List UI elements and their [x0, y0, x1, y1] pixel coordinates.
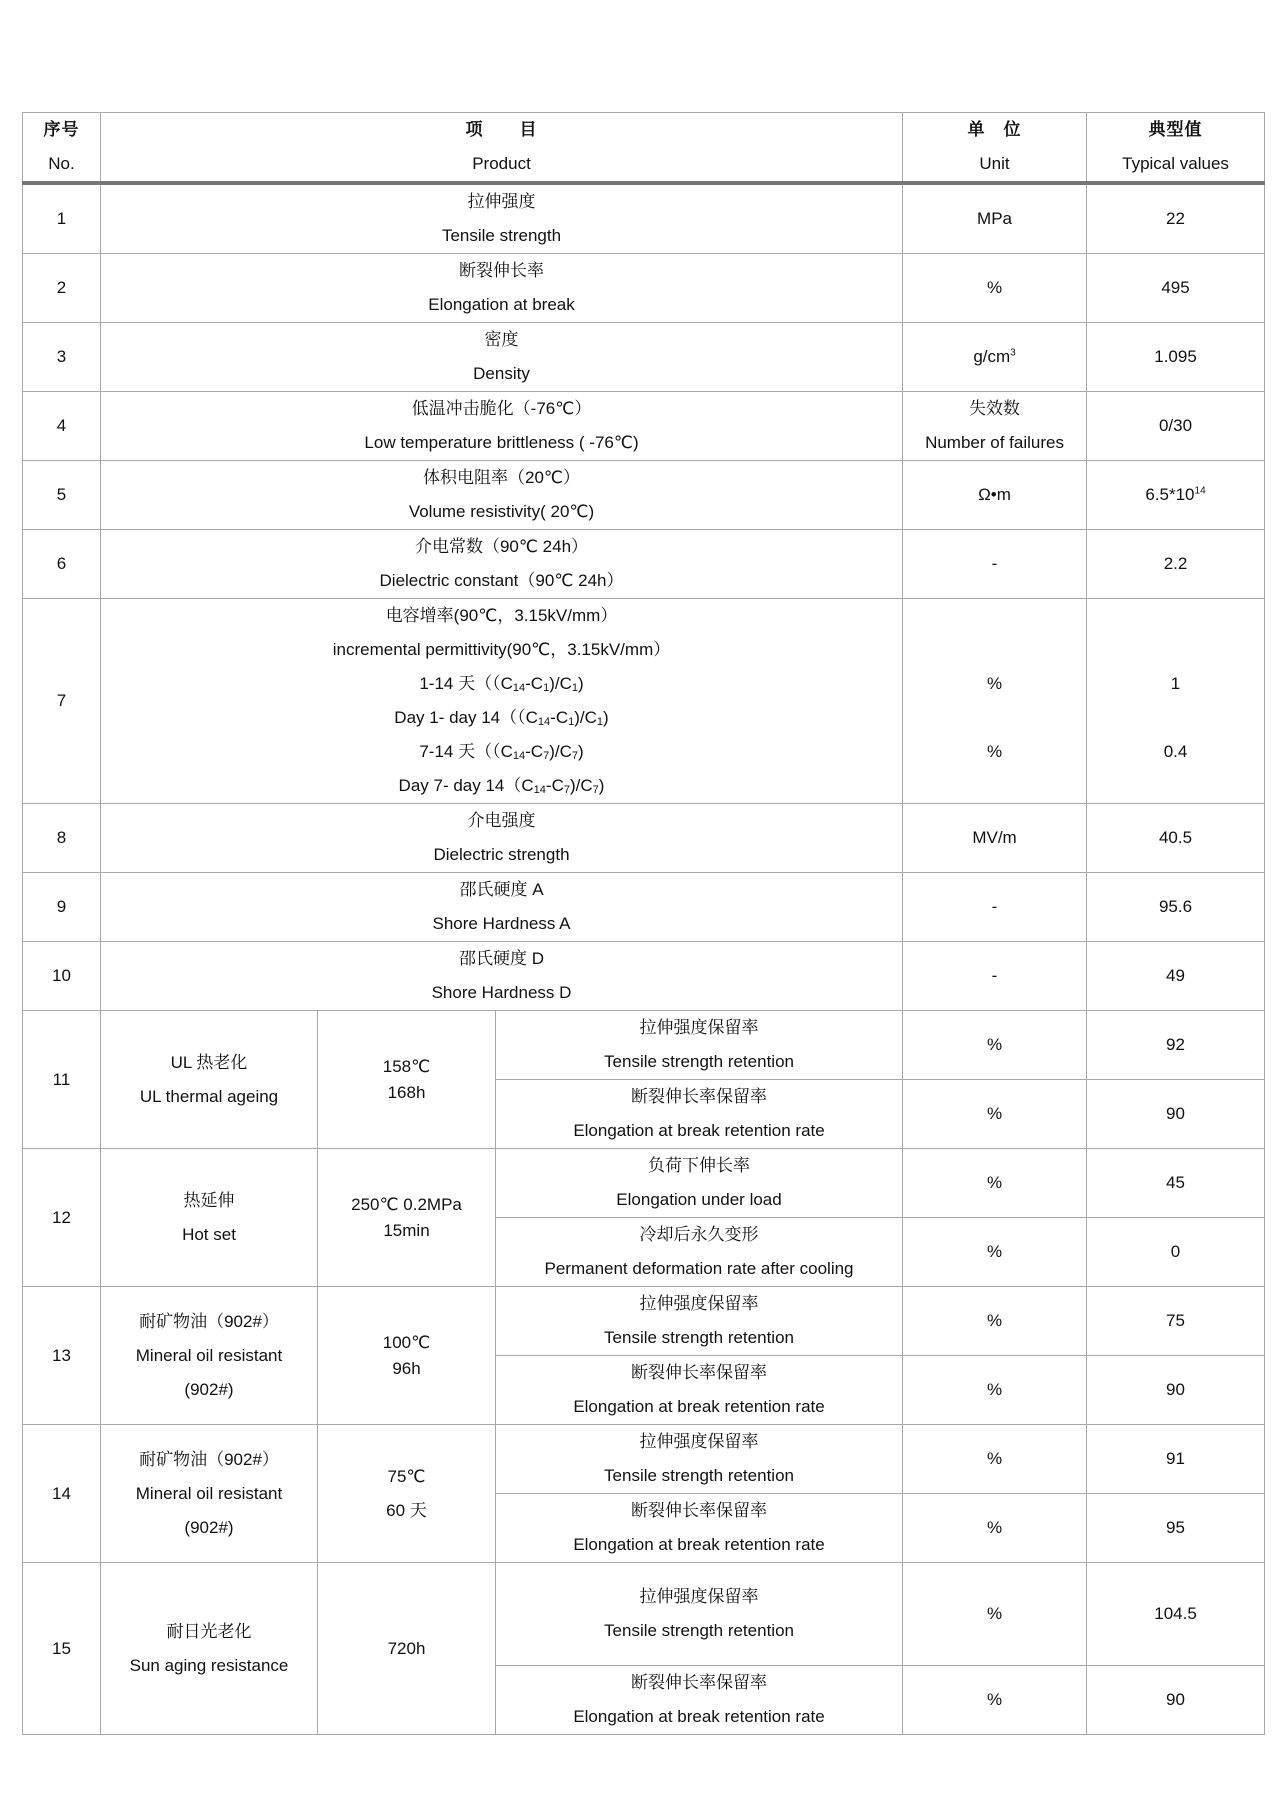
table-row [23, 1425, 1265, 1494]
row-no: 15 [23, 1563, 101, 1735]
table-row [23, 873, 1265, 942]
sub-item: 拉伸强度保留率 Tensile strength retention [496, 1425, 903, 1494]
table-row [23, 254, 1265, 323]
sub-item: 冷却后永久变形 Permanent deformation rate after cooling [496, 1218, 903, 1287]
row-value: 45 [1087, 1149, 1265, 1218]
row-unit: % [903, 1563, 1087, 1666]
row-no: 8 [23, 804, 101, 873]
row-value: 22 [1087, 183, 1265, 254]
row-value: 1.095 [1087, 323, 1265, 392]
sub-item: 拉伸强度保留率 Tensile strength retention [496, 1011, 903, 1080]
row-value: 1 0.4 [1087, 599, 1265, 804]
sub-item: 断裂伸长率保留率 Elongation at break retention rate [496, 1356, 903, 1425]
row-unit: 失效数 Number of failures [903, 392, 1087, 461]
table-row [23, 804, 1265, 873]
table-row [23, 942, 1265, 1011]
row-value: 95 [1087, 1494, 1265, 1563]
table-row [23, 530, 1265, 599]
test-name: 耐日光老化 Sun aging resistance [101, 1563, 318, 1735]
row-unit: % [903, 1080, 1087, 1149]
header-unit: 单 位 Unit [903, 113, 1087, 184]
row-no: 12 [23, 1149, 101, 1287]
table-row [23, 1287, 1265, 1356]
row-unit: Ω•m [903, 461, 1087, 530]
row-product: 拉伸强度 Tensile strength [101, 183, 903, 254]
test-name: 耐矿物油（902#） Mineral oil resistant (902#) [101, 1287, 318, 1425]
row-unit: - [903, 873, 1087, 942]
row-unit: % [903, 1218, 1087, 1287]
row-value: 0/30 [1087, 392, 1265, 461]
row-product: 断裂伸长率 Elongation at break [101, 254, 903, 323]
test-condition: 158℃ 168h [318, 1011, 496, 1149]
row-product: 低温冲击脆化（-76℃） Low temperature brittleness ( -76℃) [101, 392, 903, 461]
row-value: 104.5 [1087, 1563, 1265, 1666]
row-no: 13 [23, 1287, 101, 1425]
table-row [23, 461, 1265, 530]
test-condition: 100℃ 96h [318, 1287, 496, 1425]
row-value: 75 [1087, 1287, 1265, 1356]
row-unit: $g/cm^3$ [903, 323, 1087, 392]
row-no: 4 [23, 392, 101, 461]
row-value: 90 [1087, 1356, 1265, 1425]
row-product: 邵氏硬度 A Shore Hardness A [101, 873, 903, 942]
row-no: 11 [23, 1011, 101, 1149]
row-unit: MV/m [903, 804, 1087, 873]
header-no: 序号 No. [23, 113, 101, 184]
row-unit: % [903, 1011, 1087, 1080]
row-value: 40.5 [1087, 804, 1265, 873]
row-no: 1 [23, 183, 101, 254]
row-unit: % [903, 1287, 1087, 1356]
row-value: 0 [1087, 1218, 1265, 1287]
row-no: 6 [23, 530, 101, 599]
row-product: 密度 Density [101, 323, 903, 392]
row-no: 14 [23, 1425, 101, 1563]
row-unit: % [903, 1666, 1087, 1735]
test-name: 耐矿物油（902#） Mineral oil resistant (902#) [101, 1425, 318, 1563]
row-product: 电容增率(90℃，3.15kV/mm） incremental permittivity(90℃，3.15kV/mm） 1-14 天$((C_{14}-C_1)/C_1)$ Day 1- day $14((C_{14}-C_1)/C_1)$ 7-14 天$((C_{14}-C_7)/C_7)$ Day 7- day $14(C_{14}-C_7)/C_7$) [101, 599, 903, 804]
table-row [23, 1011, 1265, 1080]
row-no: 5 [23, 461, 101, 530]
table-row [23, 183, 1265, 254]
header-product: 项 目 Product [101, 113, 903, 184]
row-value: 90 [1087, 1666, 1265, 1735]
row-unit: % [903, 254, 1087, 323]
row-no: 3 [23, 323, 101, 392]
table-row [23, 599, 1265, 804]
sub-item: 负荷下伸长率 Elongation under load [496, 1149, 903, 1218]
sub-item: 拉伸强度保留率 Tensile strength retention [496, 1287, 903, 1356]
row-value: 95.6 [1087, 873, 1265, 942]
sub-item: 拉伸强度保留率 Tensile strength retention [496, 1563, 903, 1666]
test-name: 热延伸 Hot set [101, 1149, 318, 1287]
row-unit: - [903, 942, 1087, 1011]
table-row [23, 1149, 1265, 1218]
sub-item: 断裂伸长率保留率 Elongation at break retention rate [496, 1666, 903, 1735]
table-row [23, 392, 1265, 461]
properties-table [22, 112, 1265, 1735]
sub-item: 断裂伸长率保留率 Elongation at break retention rate [496, 1080, 903, 1149]
table-header-row [23, 113, 1265, 184]
test-condition: 720h [318, 1563, 496, 1735]
table-row [23, 323, 1265, 392]
row-product: 邵氏硬度 D Shore Hardness D [101, 942, 903, 1011]
row-product: 介电强度 Dielectric strength [101, 804, 903, 873]
row-product: 介电常数（90℃ 24h） Dielectric constant（90℃ 24h） [101, 530, 903, 599]
row-value: 495 [1087, 254, 1265, 323]
row-value: 92 [1087, 1011, 1265, 1080]
row-no: 2 [23, 254, 101, 323]
row-unit: % [903, 1425, 1087, 1494]
table-row [23, 1563, 1265, 1666]
row-unit: % [903, 1494, 1087, 1563]
row-value: $6.5*10^{14}$ [1087, 461, 1265, 530]
test-name: UL 热老化 UL thermal ageing [101, 1011, 318, 1149]
row-no: 10 [23, 942, 101, 1011]
row-product: 体积电阻率（20℃） Volume resistivity( 20℃) [101, 461, 903, 530]
row-unit: % [903, 1149, 1087, 1218]
sub-item: 断裂伸长率保留率 Elongation at break retention rate [496, 1494, 903, 1563]
row-value: 91 [1087, 1425, 1265, 1494]
row-value: 49 [1087, 942, 1265, 1011]
test-condition: 75℃ 60 天 [318, 1425, 496, 1563]
row-unit: % % [903, 599, 1087, 804]
row-unit: % [903, 1356, 1087, 1425]
test-condition: 250℃ 0.2MPa 15min [318, 1149, 496, 1287]
row-no: 7 [23, 599, 101, 804]
row-unit: MPa [903, 183, 1087, 254]
row-value: 90 [1087, 1080, 1265, 1149]
row-no: 9 [23, 873, 101, 942]
row-unit: - [903, 530, 1087, 599]
row-value: 2.2 [1087, 530, 1265, 599]
header-typical-values: 典型值 Typical values [1087, 113, 1265, 184]
